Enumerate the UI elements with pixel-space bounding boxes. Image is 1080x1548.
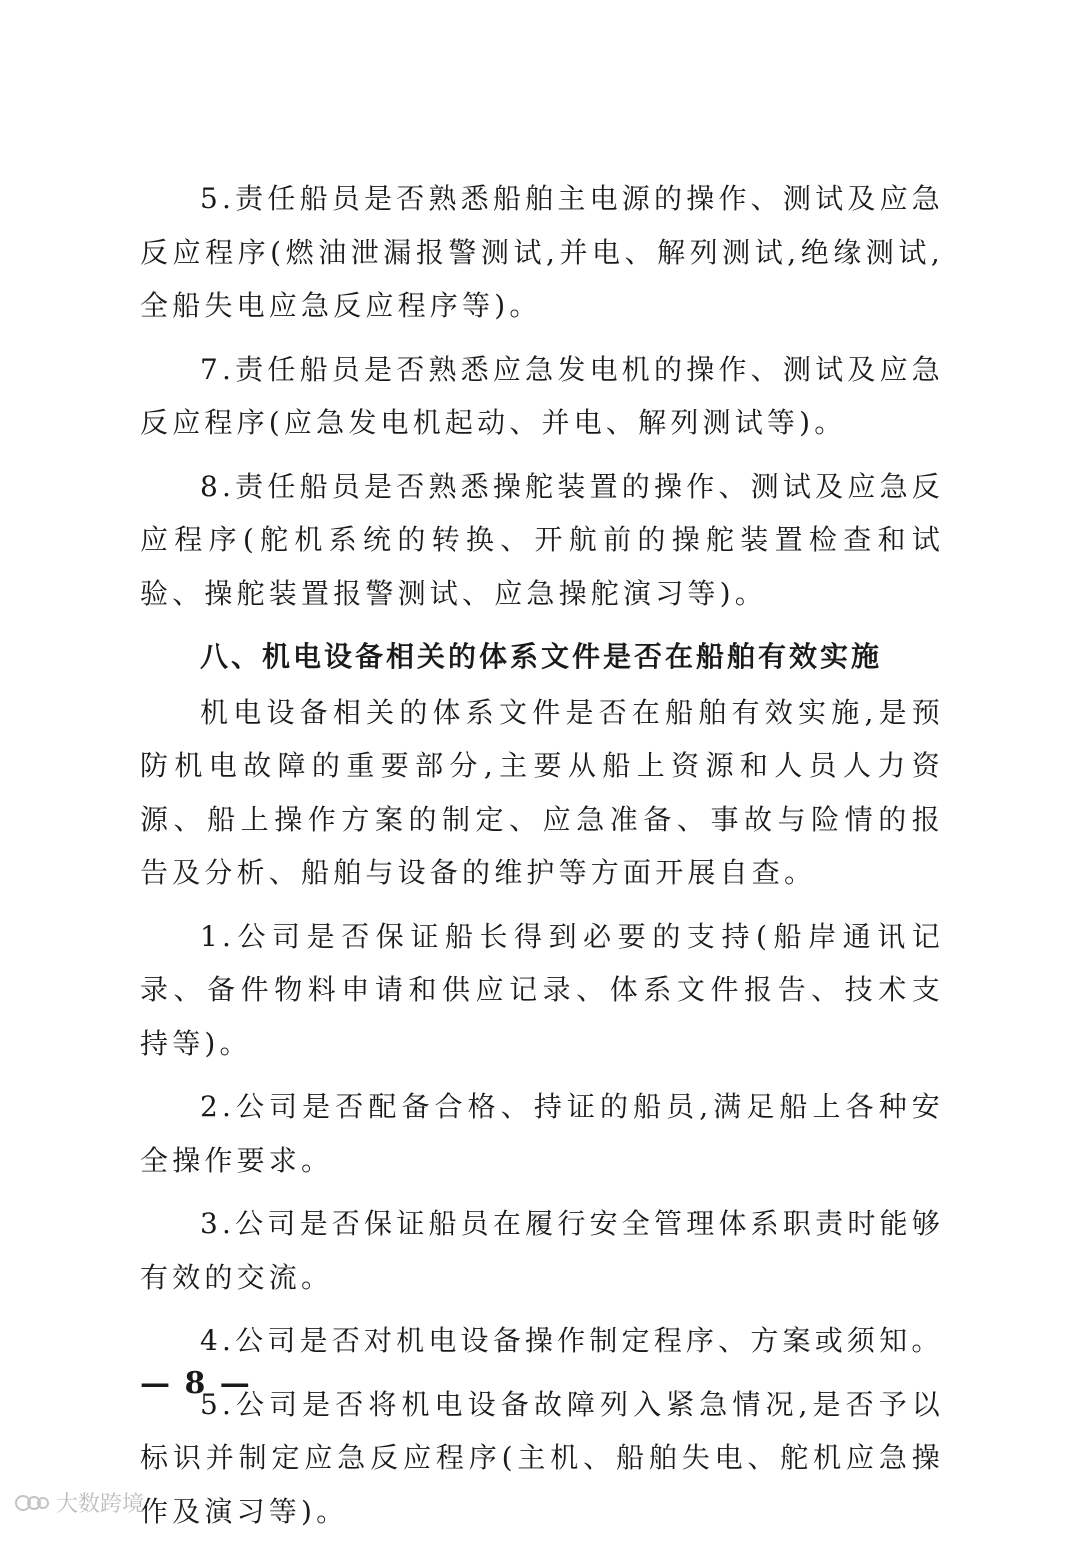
paragraph-item-5: 5.责任船员是否熟悉船舶主电源的操作、测试及应急反应程序(燃油泄漏报警测试,并电、解列测试,绝缘测试,全船失电应急反应程序等)。: [140, 182, 944, 322]
page-number: — 8 —: [140, 1366, 252, 1401]
watermark: [14, 1487, 144, 1518]
paragraph-item-7: 7.责任船员是否熟悉应急发电机的操作、测试及应急反应程序(应急发电机起动、并电、解列测试等)。: [140, 352, 944, 439]
document-body: [140, 172, 944, 1548]
section-heading: 八、机电设备相关的体系文件是否在船舶有效实施: [200, 640, 883, 673]
watermark-text: 大数跨境: [56, 1492, 145, 1517]
watermark-logo-icon: [14, 1492, 50, 1514]
paragraph-item-8: 8.责任船员是否熟悉操舵装置的操作、测试及应急反应程序(舵机系统的转换、开航前的操舵装置检查和试验、操舵装置报警测试、应急操舵演习等)。: [140, 469, 944, 610]
section-intro: 机电设备相关的体系文件是否在船舶有效实施,是预防机电故障的重要部分,主要从船上资源和人员人力资源、船上操作方案的制定、应急准备、事故与险情的报告及分析、船舶与设备的维护等方面开展自查。: [140, 695, 944, 889]
section-item-1: 1.公司是否保证船长得到必要的支持(船岸通讯记录、备件物料申请和供应记录、体系文件报告、技术支持等)。: [140, 919, 944, 1060]
section-item-2: 2.公司是否配备合格、持证的船员,满足船上各种安全操作要求。: [140, 1090, 944, 1177]
section-item-3: 3.公司是否保证船员在履行安全管理体系职责时能够有效的交流。: [140, 1207, 944, 1294]
section-item-4: 4.公司是否对机电设备操作制定程序、方案或须知。: [200, 1324, 944, 1357]
section-item-5: 5.公司是否将机电设备故障列入紧急情况,是否予以标识并制定应急反应程序(主机、船舶失电、舵机应急操作及演习等)。: [140, 1387, 944, 1528]
